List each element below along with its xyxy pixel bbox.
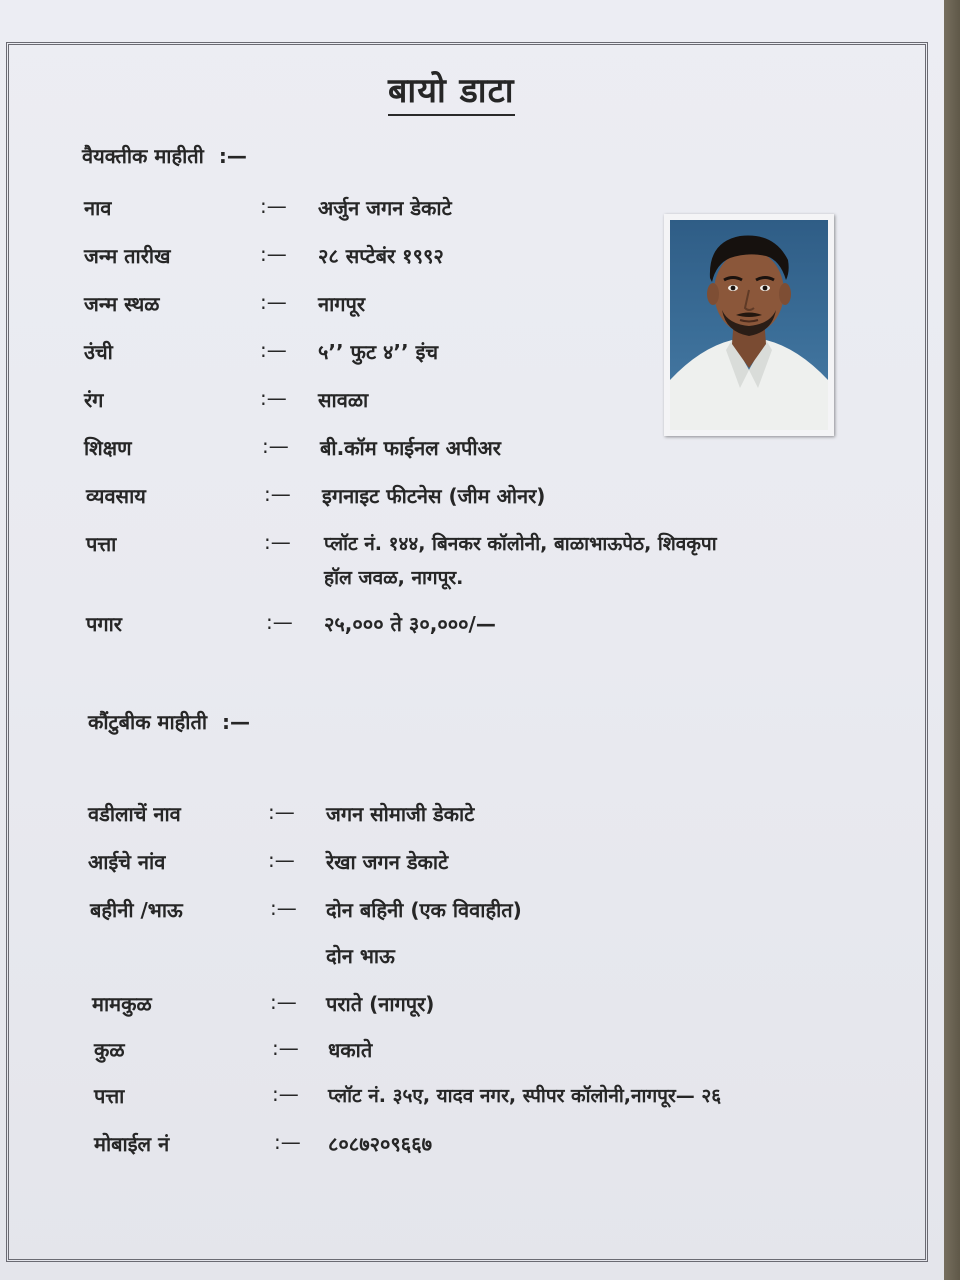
value-salary: २५,००० ते ३०,०००/— bbox=[324, 612, 496, 636]
separator: :— bbox=[264, 482, 291, 506]
separator: :— bbox=[268, 800, 295, 824]
separator: :— bbox=[270, 990, 297, 1014]
value-maternal: पराते (नागपूर) bbox=[326, 992, 435, 1016]
value-clan: धकाते bbox=[328, 1038, 373, 1062]
family-heading-separator: :— bbox=[222, 710, 251, 734]
personal-row-salary bbox=[0, 610, 944, 644]
family-row-maternal bbox=[0, 990, 944, 1024]
family-row-clan bbox=[0, 1036, 944, 1070]
family-heading bbox=[88, 708, 250, 735]
label-address: पत्ता bbox=[86, 532, 117, 556]
separator: :— bbox=[260, 338, 287, 362]
value-father: जगन सोमाजी डेकाटे bbox=[326, 802, 475, 826]
separator: :— bbox=[272, 1036, 299, 1060]
separator: :— bbox=[272, 1082, 299, 1106]
separator: :— bbox=[260, 290, 287, 314]
page-title: बायो डाटा bbox=[388, 70, 515, 116]
label-mobile: मोबाईल नं bbox=[94, 1132, 170, 1156]
value-complexion: सावळा bbox=[318, 388, 369, 412]
value-mobile: ८०८७२०९६६७ bbox=[328, 1132, 432, 1156]
value-siblings-line1: दोन बहिनी (एक विवाहीत) bbox=[326, 898, 522, 922]
value-mother: रेखा जगन डेकाटे bbox=[326, 850, 449, 874]
family-row-address bbox=[0, 1082, 944, 1116]
label-birthplace: जन्म स्थळ bbox=[84, 292, 160, 316]
family-row-father bbox=[0, 800, 944, 834]
value-height: ५’’ फुट ४’’ इंच bbox=[318, 340, 439, 364]
personal-row-occupation bbox=[0, 482, 944, 516]
family-row-siblings bbox=[0, 896, 944, 930]
separator: :— bbox=[264, 530, 291, 554]
family-row-mobile bbox=[0, 1130, 944, 1164]
profile-photo-frame bbox=[664, 214, 834, 436]
family-row-mother bbox=[0, 848, 944, 882]
label-complexion: रंग bbox=[84, 388, 104, 412]
family-row-siblings-cont bbox=[0, 942, 944, 976]
personal-heading-text: वैयक्तीक माहीती bbox=[82, 144, 204, 168]
personal-heading bbox=[82, 142, 247, 169]
value-siblings-line2: दोन भाऊ bbox=[326, 944, 395, 968]
label-salary: पगार bbox=[86, 612, 122, 636]
label-education: शिक्षण bbox=[84, 436, 132, 460]
separator: :— bbox=[260, 242, 287, 266]
label-clan: कुळ bbox=[94, 1038, 125, 1062]
separator: :— bbox=[268, 848, 295, 872]
separator: :— bbox=[260, 194, 287, 218]
label-mother: आईचे नांव bbox=[88, 850, 166, 874]
label-family-address: पत्ता bbox=[94, 1084, 125, 1108]
value-family-address: प्लॉट नं. ३५ए, यादव नगर, स्पीपर कॉलोनी,नागपूर— २६ bbox=[328, 1085, 722, 1107]
value-address-line2: हॉल जवळ, नागपूर. bbox=[324, 567, 464, 589]
label-occupation: व्यवसाय bbox=[86, 484, 146, 508]
personal-heading-separator: :— bbox=[218, 144, 247, 168]
separator: :— bbox=[274, 1130, 301, 1154]
portrait-illustration bbox=[670, 220, 828, 430]
value-dob: २८ सप्टेबंर १९९२ bbox=[318, 244, 444, 268]
value-name: अर्जुन जगन डेकाटे bbox=[318, 196, 452, 220]
separator: :— bbox=[262, 434, 289, 458]
value-birthplace: नागपूर bbox=[318, 292, 366, 316]
personal-row-address-cont bbox=[0, 564, 944, 598]
family-heading-text: कौंटुबीक माहीती bbox=[88, 710, 208, 734]
label-name: नाव bbox=[84, 196, 112, 220]
separator: :— bbox=[270, 896, 297, 920]
label-siblings: बहीनी /भाऊ bbox=[90, 898, 183, 922]
label-maternal: मामकुळ bbox=[92, 992, 152, 1016]
label-father: वडीलाचें नाव bbox=[88, 802, 181, 826]
value-occupation: इगनाइट फीटनेस (जीम ओनर) bbox=[322, 484, 546, 508]
value-education: बी.कॉम फाईनल अपीअर bbox=[320, 436, 501, 460]
label-height: उंची bbox=[84, 340, 113, 364]
value-address-line1: प्लॉट नं. १४४, बिनकर कॉलोनी, बाळाभाऊपेठ, शिवकृपा bbox=[324, 533, 717, 555]
label-dob: जन्म तारीख bbox=[84, 244, 171, 268]
personal-row-education bbox=[0, 434, 944, 468]
separator: :— bbox=[266, 610, 293, 634]
profile-photo bbox=[670, 220, 828, 430]
separator: :— bbox=[260, 386, 287, 410]
personal-row-address bbox=[0, 530, 944, 564]
